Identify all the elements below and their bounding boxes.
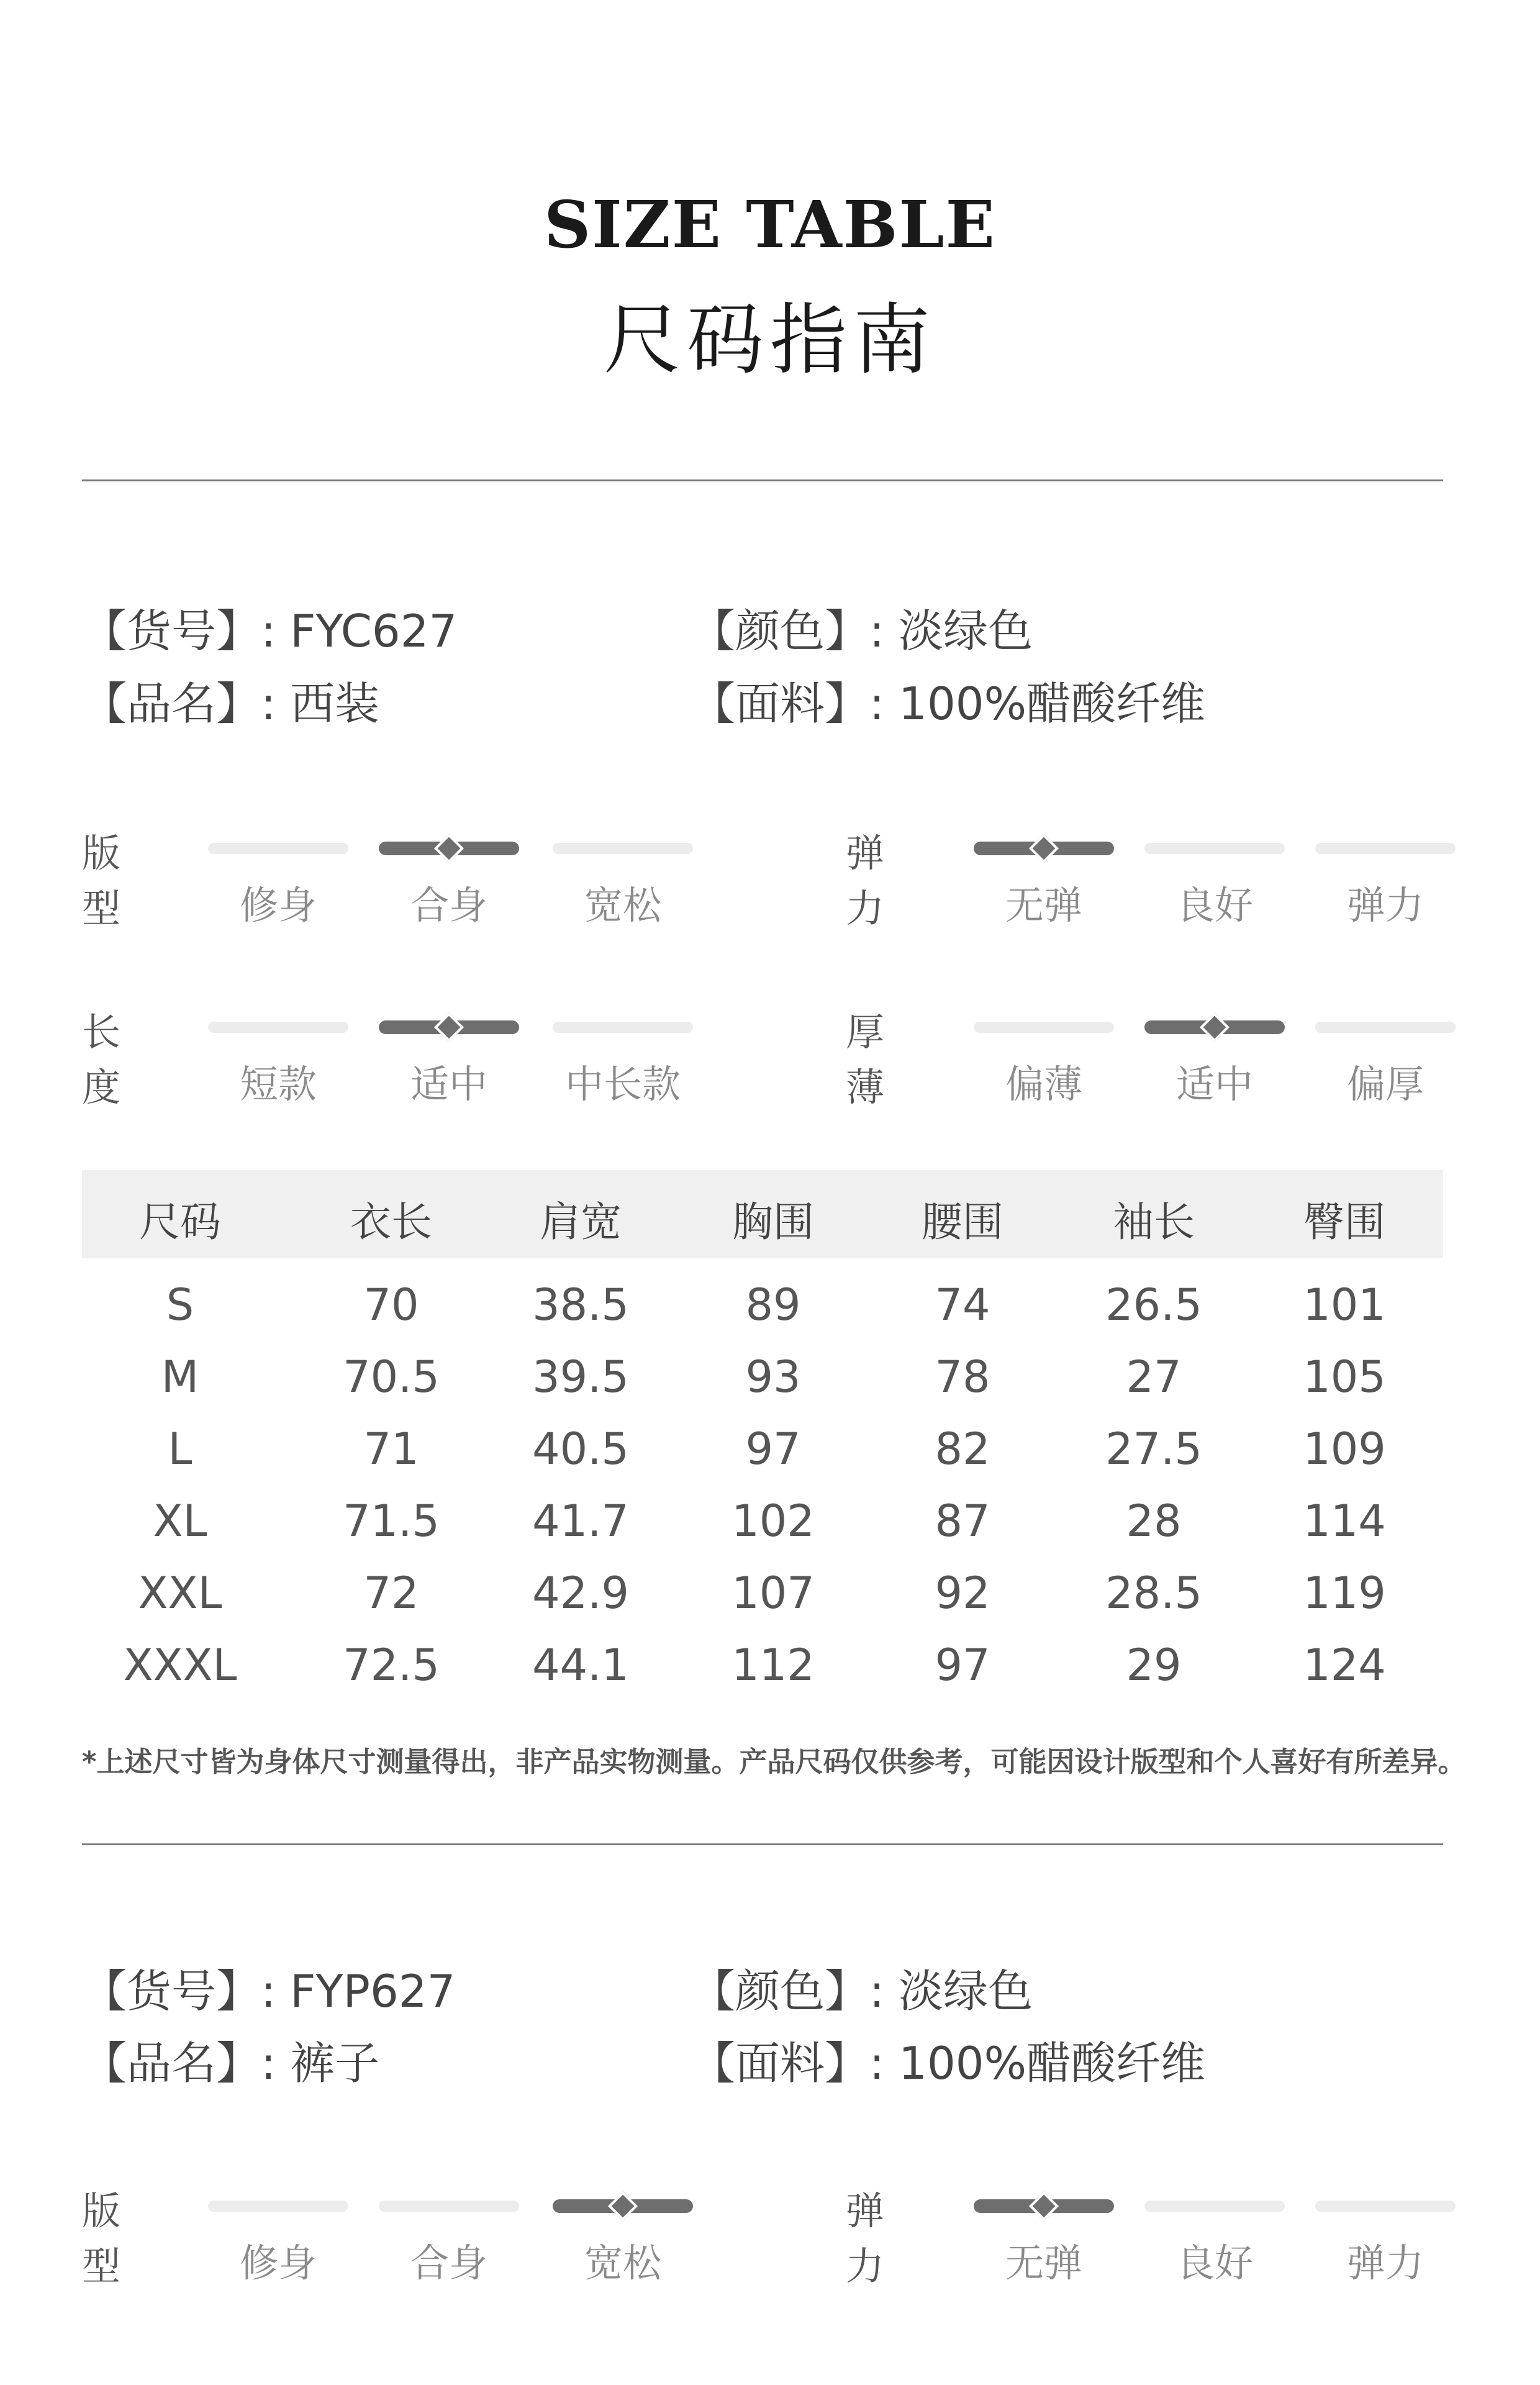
table-cell: 114 (1303, 1496, 1386, 1547)
option-label: 修身 (239, 2240, 317, 2286)
option-label: 中长款 (564, 1061, 681, 1107)
scale-segment (1315, 843, 1456, 854)
table-cell: 74 (935, 1279, 990, 1330)
table-cell: 71.5 (343, 1496, 440, 1547)
table-cell: 72 (363, 1568, 419, 1619)
option-label: 修身 (239, 883, 317, 928)
table-cell: 44.1 (532, 1640, 629, 1691)
item-number: 【货号】: FYP627 (82, 1965, 456, 2017)
table-cell: 82 (935, 1424, 990, 1474)
scale-segment (208, 1022, 348, 1033)
table-cell: S (166, 1279, 194, 1330)
table-cell: 105 (1303, 1352, 1386, 1402)
option-label: 宽松 (584, 2240, 661, 2286)
product-fabric: 【面料】: 100%醋酸纤维 (691, 678, 1205, 730)
table-cell: L (168, 1424, 192, 1474)
header-length: 衣长 (350, 1198, 432, 1246)
table-cell: 38.5 (532, 1279, 629, 1330)
scale-segment-selected (1144, 1020, 1285, 1034)
scale-segment (1315, 2201, 1456, 2212)
attribute-label: 版型 (82, 830, 121, 931)
table-cell: 107 (732, 1568, 815, 1619)
selected-marker-icon (1200, 1012, 1230, 1042)
option-label: 偏薄 (1005, 1061, 1082, 1107)
table-cell: 70 (363, 1279, 419, 1330)
scale-segment (553, 843, 693, 854)
scale-segment (208, 843, 348, 854)
divider-middle (82, 1843, 1443, 1845)
table-cell: 27 (1126, 1352, 1182, 1402)
table-cell: 26.5 (1105, 1279, 1202, 1330)
header-waist: 腰围 (922, 1198, 1003, 1246)
scale-segment (1144, 843, 1285, 854)
table-cell: 70.5 (343, 1352, 440, 1402)
scale-segment (208, 2201, 348, 2212)
option-label: 无弹 (1005, 883, 1082, 928)
table-cell: 72.5 (343, 1640, 440, 1691)
table-cell: 89 (745, 1279, 801, 1330)
scale-segment-selected (553, 2199, 693, 2213)
selected-marker-icon (434, 1012, 464, 1042)
attribute-label: 长度 (82, 1009, 121, 1110)
product-name: 【品名】: 裤子 (82, 2037, 380, 2089)
table-cell: 97 (745, 1424, 801, 1474)
selected-marker-icon (1029, 834, 1059, 863)
table-cell: 109 (1303, 1424, 1386, 1474)
option-label: 合身 (410, 2240, 487, 2286)
header-size: 尺码 (139, 1198, 221, 1246)
option-label: 宽松 (584, 883, 661, 928)
table-cell: 101 (1303, 1279, 1386, 1330)
product-color: 【颜色】: 淡绿色 (691, 605, 1033, 657)
option-label: 弹力 (1346, 883, 1424, 928)
table-cell: 78 (935, 1352, 990, 1402)
size-disclaimer: *上述尺寸皆为身体尺寸测量得出，非产品实物测量。产品尺码仅供参考，可能因设计版型和个人喜好有所差异。 (82, 1745, 1466, 1778)
header-bust: 胸围 (732, 1198, 814, 1246)
title-english: SIZE TABLE (544, 186, 996, 263)
table-cell: 27.5 (1105, 1424, 1202, 1474)
option-label: 合身 (410, 883, 487, 928)
scale-segment (379, 2201, 519, 2212)
table-cell: 119 (1303, 1568, 1386, 1619)
product-name: 【品名】: 西装 (82, 678, 380, 730)
product-color: 【颜色】: 淡绿色 (691, 1965, 1033, 2017)
table-cell: 39.5 (532, 1352, 629, 1402)
option-label: 良好 (1175, 883, 1253, 928)
header-sleeve: 袖长 (1113, 1198, 1195, 1246)
selected-marker-icon (434, 834, 464, 863)
table-cell: 28 (1126, 1496, 1182, 1547)
product-fabric: 【面料】: 100%醋酸纤维 (691, 2037, 1205, 2089)
table-cell: 41.7 (532, 1496, 629, 1547)
table-cell: XL (153, 1496, 207, 1547)
option-label: 弹力 (1346, 2240, 1424, 2286)
option-label: 短款 (239, 1061, 317, 1107)
attribute-label: 版型 (82, 2188, 121, 2289)
table-cell: 87 (935, 1496, 990, 1547)
attribute-label: 厚薄 (846, 1009, 885, 1110)
scale-segment (553, 1022, 693, 1033)
attribute-label: 弹力 (846, 830, 885, 931)
table-cell: 97 (935, 1640, 990, 1691)
scale-segment-selected (379, 1020, 519, 1034)
option-label: 偏厚 (1346, 1061, 1424, 1107)
scale-segment-selected (974, 842, 1114, 855)
item-number: 【货号】: FYC627 (82, 605, 458, 657)
scale-segment-selected (379, 842, 519, 855)
option-label: 适中 (410, 1061, 487, 1107)
table-cell: XXXL (123, 1640, 237, 1691)
table-cell: 40.5 (532, 1424, 629, 1474)
scale-segment (1315, 1022, 1456, 1033)
table-cell: M (161, 1352, 199, 1402)
title-chinese: 尺码指南 (603, 296, 936, 385)
option-label: 无弹 (1005, 2240, 1082, 2286)
scale-segment (974, 1022, 1114, 1033)
table-cell: 71 (363, 1424, 419, 1474)
table-cell: 93 (745, 1352, 801, 1402)
header-hip: 臀围 (1303, 1198, 1385, 1246)
attribute-label: 弹力 (846, 2188, 885, 2289)
table-cell: 102 (732, 1496, 815, 1547)
option-label: 适中 (1175, 1061, 1253, 1107)
table-cell: 42.9 (532, 1568, 629, 1619)
table-cell: 92 (935, 1568, 990, 1619)
table-cell: XXL (138, 1568, 222, 1619)
divider-top (82, 479, 1443, 481)
selected-marker-icon (608, 2191, 638, 2221)
header-shoulder: 肩宽 (540, 1198, 622, 1246)
selected-marker-icon (1029, 2191, 1059, 2221)
scale-segment-selected (974, 2199, 1114, 2213)
table-cell: 124 (1303, 1640, 1386, 1691)
option-label: 良好 (1175, 2240, 1253, 2286)
scale-segment (1144, 2201, 1285, 2212)
table-cell: 112 (732, 1640, 815, 1691)
table-cell: 28.5 (1105, 1568, 1202, 1619)
table-cell: 29 (1126, 1640, 1182, 1691)
